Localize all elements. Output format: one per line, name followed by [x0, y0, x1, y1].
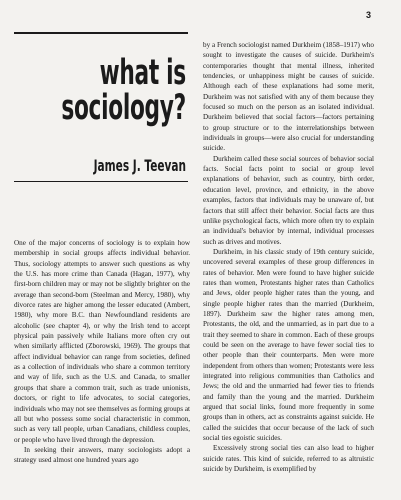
title-top-rule: [14, 32, 188, 34]
paragraph: Durkheim, in his classic study of 19th century suicide, uncovered several examples of these group differences in rates of behavior. Men were found to have higher suicide rates than women, Protestants higher rates than Catholics and Jews, older people higher rates than the young, and single people higher rates than the married (Durkheim, 1897). Durkheim saw the higher rates among men, Protestants, the old, and the unmarried, as in part due to a trait they seemed to share in common. Each of these groups could be seen on the average to have fewer social ties to other people than their counterparts. Men were more independent from others than women; Protestants were less integrated into religious communities than Catholics and Jews; the old and the unmarried had fewer ties to friends and family than the young and the married. Durkheim argued that social links, found more frequently in some groups than in others, act as constraints against suicide. He called the suicides that occur because of the lack of such social ties egoistic suicides.: [203, 247, 374, 443]
chapter-title: [61, 53, 186, 128]
author-rule: [14, 181, 188, 182]
paragraph: In seeking their answers, many sociologists adopt a strategy used almost one hundred years ago: [14, 445, 190, 465]
chapter-title-line-2: sociology?: [61, 88, 186, 128]
page-number: 3: [365, 10, 371, 20]
left-column: [14, 238, 190, 466]
paragraph: Excessively strong social ties can also lead to higher suicide rates. This kind of suicide, referred to as altruistic suicide by Durkheim, is exemplified by: [203, 444, 374, 474]
right-column: [203, 40, 374, 474]
chapter-title-line-1: what is: [99, 53, 186, 93]
paragraph: by a French sociologist named Durkheim (1858–1917) who sought to investigate the causes of suicide. Durkheim's contemporaries thought that mental illness, inherited tendencies, or unhappiness might be causes of suicide. Although each of these explanations had some merit, Durkheim was not satisfied with any of them because they focused so much on the person as an isolated individual. Durkheim believed that social factors—factors pertaining to group structure or to the interrelationships between individuals in groups—were also crucial for understanding suicide.: [203, 41, 374, 153]
paragraph: One of the major concerns of sociology is to explain how membership in social groups affects individual behavior. Thus, sociology attempts to answer such questions as why the U.S. has more crime than Canada (Hagan, 1977), why first-born children may or may not be slightly brighter on the average than second-born (Steelman and Mercy, 1980), why divorce rates are higher among the lesser educated (Ambert, 1980), why more B.C. than Newfoundland residents are alcoholic (see chapter 4), or why the Irish tend to accept physical pain passively while Italians more often cry out when similarly afflicted (Zborowski, 1969). The groups that affect individual behavior can range from societies, defined as a collection of individuals who share a common territory and way of life, such as the U.S. and Canada, to smaller groups that share a common trait, such as trade unionists, doctors, or right to life advocates, to social categories, individuals who may not see themselves as forming groups at all but who possess some social characteristic in common, such as very tall people, urban Canadians, childless couples, or people who have lived through the depression.: [14, 239, 190, 444]
chapter-author: James J. Teevan: [93, 156, 186, 175]
paragraph: Durkheim called these social sources of behavior social facts. Social facts point to social or group level explanations of behavior, such as country, birth order, education level, province, and ethnicity, in the above examples, factors that individuals may be unaware of, but factors that still affect their behavior. Social facts are thus unlike psychological facts, which more often try to explain an individual's behavior by internal, individual processes such as drives and motives.: [203, 154, 374, 246]
